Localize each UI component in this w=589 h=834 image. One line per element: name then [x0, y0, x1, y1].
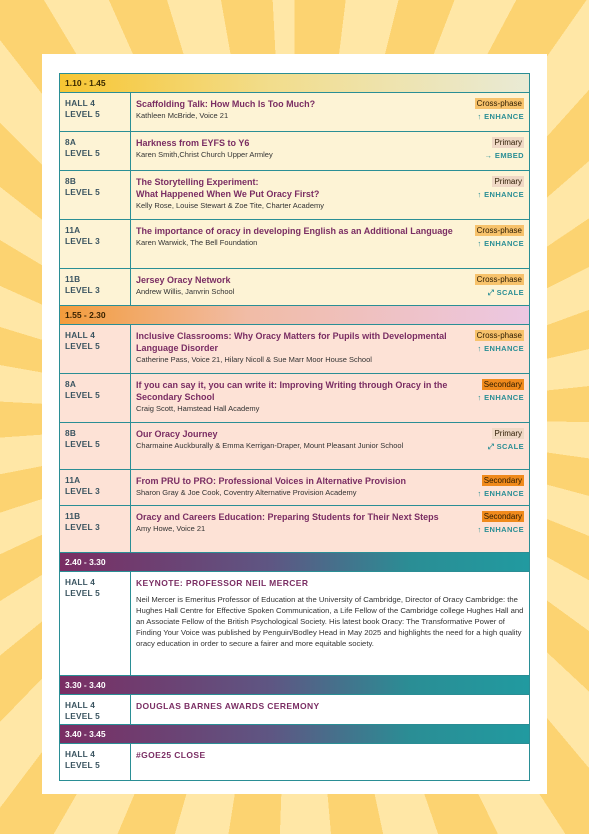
session-row	[60, 171, 529, 220]
room-level: LEVEL 3	[65, 486, 100, 496]
session-speakers: Kathleen McBride, Voice 21	[136, 111, 229, 120]
venue-cell	[60, 470, 131, 505]
session-title: Our Oracy Journey	[136, 429, 218, 439]
session-tags	[477, 379, 524, 402]
room-level: LEVEL 5	[65, 187, 100, 197]
session-row	[60, 325, 529, 374]
room-level: LEVEL 5	[65, 148, 100, 158]
session-speakers: Sharon Gray & Joe Cook, Coventry Alternative Provision Academy	[136, 488, 357, 497]
session-speakers: Charmaine Auckburally & Emma Kerrigan-Draper, Mount Pleasant Junior School	[136, 441, 404, 450]
session-tags	[475, 274, 524, 298]
session-details	[131, 220, 529, 268]
session-title: #GOE25 CLOSE	[136, 750, 206, 760]
venue-cell	[60, 93, 131, 131]
room-level: LEVEL 3	[65, 285, 100, 295]
room-name: 8A	[65, 137, 77, 147]
session-tags	[488, 428, 524, 452]
time-slot-header: 2.40 - 3.30	[60, 553, 529, 572]
session-title: If you can say it, you can write it: Improving Writing through Oracy in the Secondary School	[136, 380, 448, 402]
session-details	[131, 171, 529, 219]
session-details	[131, 325, 529, 373]
room-name: 11B	[65, 274, 81, 284]
venue-cell	[60, 572, 131, 675]
session-speakers: Amy Howe, Voice 21	[136, 524, 206, 533]
time-slot-header: 1.10 - 1.45	[60, 74, 529, 93]
session-row	[60, 93, 529, 132]
phase-badge: Primary	[494, 138, 522, 147]
room-name: 11A	[65, 475, 81, 485]
phase-badge: Secondary	[483, 380, 522, 389]
session-row	[60, 374, 529, 423]
time-slot-header: 1.55 - 2.30	[60, 306, 529, 325]
phase-badge: Cross-phase	[476, 99, 522, 108]
strand-label: ⤢ SCALE	[487, 288, 524, 297]
session-speakers: Kelly Rose, Louise Stewart & Zoe Tite, Charter Academy	[136, 201, 325, 210]
room-name: 11A	[65, 225, 81, 235]
session-speakers: Andrew Willis, Janvrin School	[136, 287, 235, 296]
phase-badge: Cross-phase	[476, 331, 522, 340]
strand-label: ↑ ENHANCE	[477, 112, 524, 121]
keynote-row	[60, 572, 529, 676]
keynote-bio: Neil Mercer is Emeritus Professor of Education at the University of Cambridge, Director of Oracy Cambridge: the Hughes Hall Centre for Effective Spoken Communication, a Life Fellow of the Cambridge college Hughes Hall and an Associate Fellow of the British Psychological Society. His latest book Oracy: The Transformative Power of Finding Your Voice was published by Penguin/Bodley Head in May 2025 and highlights the need for a high quality oracy education in order to secure a fairer and more equitable society.	[136, 595, 524, 648]
venue-cell	[60, 220, 131, 268]
venue-cell	[60, 171, 131, 219]
strand-label: ↑ ENHANCE	[477, 525, 524, 534]
session-row	[60, 269, 529, 306]
venue-cell	[60, 744, 131, 780]
room-name: 8B	[65, 176, 77, 186]
session-tags	[477, 475, 524, 498]
room-name: HALL 4	[65, 98, 96, 108]
session-tags	[475, 330, 524, 353]
session-title: Scaffolding Talk: How Much Is Too Much?	[136, 99, 316, 109]
session-row	[60, 423, 529, 470]
strand-label: ↑ ENHANCE	[477, 344, 524, 353]
strand-label: ↑ ENHANCE	[477, 190, 524, 199]
room-name: 8B	[65, 428, 77, 438]
session-details	[131, 695, 529, 724]
session-details	[131, 132, 529, 170]
room-name: HALL 4	[65, 700, 96, 710]
session-details	[131, 506, 529, 552]
phase-badge: Secondary	[483, 476, 522, 485]
time-slot-header: 3.40 - 3.45	[60, 725, 529, 744]
venue-cell	[60, 325, 131, 373]
session-row	[60, 470, 529, 506]
phase-badge: Primary	[494, 177, 522, 186]
session-title: Oracy and Careers Education: Preparing Students for Their Next Steps	[136, 512, 439, 522]
session-row	[60, 132, 529, 171]
session-tags	[477, 511, 524, 534]
programme-card	[42, 54, 547, 794]
session-tags	[475, 98, 524, 121]
strand-label: ↑ ENHANCE	[477, 489, 524, 498]
session-tags	[475, 225, 524, 248]
phase-badge: Secondary	[483, 512, 522, 521]
session-title: Inclusive Classrooms: Why Oracy Matters for Pupils with Developmental Language Disorder	[136, 331, 447, 353]
session-details	[131, 374, 529, 422]
phase-badge: Cross-phase	[476, 226, 522, 235]
room-name: HALL 4	[65, 577, 96, 587]
phase-badge: Cross-phase	[476, 275, 522, 284]
session-speakers: Catherine Pass, Voice 21, Hilary Nicoll & Sue Marr Moor House School	[136, 355, 372, 364]
room-name: 11B	[65, 511, 81, 521]
venue-cell	[60, 132, 131, 170]
room-level: LEVEL 5	[65, 760, 100, 770]
room-name: HALL 4	[65, 330, 96, 340]
session-title: Harkness from EYFS to Y6	[136, 138, 250, 148]
session-details	[131, 470, 529, 505]
session-details	[131, 93, 529, 131]
session-row	[60, 220, 529, 269]
session-title: From PRU to PRO: Professional Voices in Alternative Provision	[136, 476, 407, 486]
venue-cell	[60, 269, 131, 305]
venue-cell	[60, 374, 131, 422]
session-details	[131, 269, 529, 305]
session-tags	[485, 137, 524, 160]
session-title: DOUGLAS BARNES AWARDS CEREMONY	[136, 701, 320, 711]
room-level: LEVEL 5	[65, 109, 100, 119]
session-row	[60, 506, 529, 553]
room-level: LEVEL 3	[65, 236, 100, 246]
strand-label: ↑ ENHANCE	[477, 239, 524, 248]
schedule-table	[59, 73, 530, 781]
room-name: 8A	[65, 379, 77, 389]
room-level: LEVEL 5	[65, 390, 100, 400]
session-details	[131, 423, 529, 469]
venue-cell	[60, 695, 131, 724]
session-speakers: Karen Warwick, The Bell Foundation	[136, 238, 258, 247]
session-title: KEYNOTE: PROFESSOR NEIL MERCER	[136, 578, 309, 588]
session-title: The importance of oracy in developing English as an Additional Language	[136, 226, 453, 236]
room-level: LEVEL 5	[65, 588, 100, 598]
time-slot-header: 3.30 - 3.40	[60, 676, 529, 695]
room-level: LEVEL 3	[65, 522, 100, 532]
venue-cell	[60, 506, 131, 552]
session-details	[131, 744, 529, 780]
strand-label: → EMBED	[484, 151, 524, 160]
session-speakers: Craig Scott, Hamstead Hall Academy	[136, 404, 260, 413]
session-tags	[477, 176, 524, 199]
room-level: LEVEL 5	[65, 439, 100, 449]
session-details	[131, 572, 529, 675]
room-level: LEVEL 5	[65, 711, 100, 721]
room-level: LEVEL 5	[65, 341, 100, 351]
strand-label: ⤢ SCALE	[487, 442, 524, 451]
keynote-row	[60, 695, 529, 725]
keynote-row	[60, 744, 529, 780]
phase-badge: Primary	[494, 429, 522, 438]
session-title: Jersey Oracy Network	[136, 275, 231, 285]
session-speakers: Karen Smith,Christ Church Upper Armley	[136, 150, 273, 159]
strand-label: ↑ ENHANCE	[477, 393, 524, 402]
venue-cell	[60, 423, 131, 469]
session-title: The Storytelling Experiment: What Happened When We Put Oracy First?	[136, 177, 320, 199]
room-name: HALL 4	[65, 749, 96, 759]
